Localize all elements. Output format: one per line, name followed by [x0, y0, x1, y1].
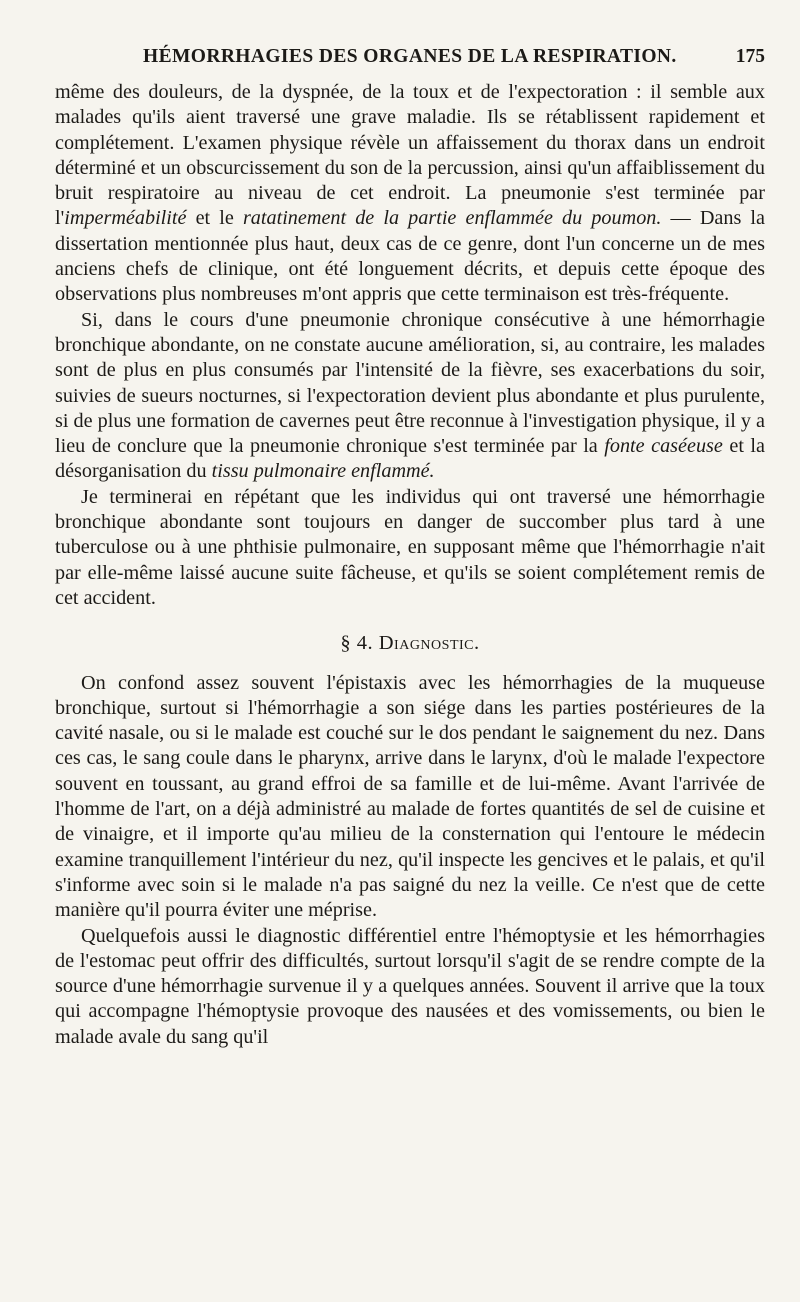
italic-term: tissu pulmonaire enflammé. [211, 460, 435, 483]
paragraph: On confond assez souvent l'épistaxis avec les hémorrhagies de la muqueuse bronchique, surtout si l'hémorrhagie a son siége dans les parties postérieures de la cavité nasale, ou si le malade est couché sur le dos pendant le saignement du nez. Dans ces cas, le sang coule dans le pharynx, arrive dans le larynx, d'où le malade l'expectore souvent en toussant, au grand effroi de sa famille et de lui-même. Avant l'arrivée de l'homme de l'art, on a déjà administré au malade de fortes quantités de sel de cuisine et de vinaigre, et il importe qu'au milieu de la consternation qui l'entoure le médecin examine tranquillement l'intérieur du nez, qu'il inspecte les gencives et le palais, et qu'il s'informe avec soin si le malade n'a pas saigné du nez la veille. Ce n'est que de cette manière qu'il pourra éviter une méprise. [55, 671, 765, 922]
paragraph-text: même des douleurs, de la dyspnée, de la toux et de l'expectoration : il semble aux malades qu'ils aient traversé une grave maladie. Ils se rétablissent rapidement et complétement. L'examen physique révèle un affaissement du thorax dans un endroit déterminé et un obscurcissement du son de la percussion, ainsi qu'un affaiblissement du bruit respiratoire au niveau de cet endroit. La pneumonie s'est terminée par l' [55, 81, 765, 230]
paragraph: Quelquefois aussi le diagnostic différentiel entre l'hémoptysie et les hémorrhagies de l'estomac peut offrir des difficultés, surtout lorsqu'il s'agit de se rendre compte de la source d'une hémorrhagie survenue il y a quelques années. Souvent il arrive que la toux qui accompagne l'hémoptysie provoque des nausées et des vomissements, ou bien le malade avale du sang qu'il [55, 924, 765, 1048]
paragraph-text: Si, dans le cours d'une pneumonie chronique consécutive à une hémorrhagie bronchique abondante, on ne constate aucune amélioration, si, au contraire, les malades sont de plus en plus consumés par l'intensité de la fièvre, ses exacerbations du soir, suivies de sueurs nocturnes, si l'expectoration devient plus abondante et plus purulente, si de plus une formation de cavernes peut être reconnue à l'investigation physique, il y a lieu de conclure que la pneumonie chronique s'est terminée par la [55, 308, 765, 458]
running-header [55, 46, 765, 72]
body-text [55, 80, 765, 1050]
running-title: HÉMORRHAGIES DES ORGANES DE LA RESPIRATION. [143, 46, 677, 67]
section-number: § 4. [340, 632, 374, 655]
italic-term: ratatinement de la partie enflammée du poumon. [242, 207, 662, 230]
section-title: Diagnostic. [378, 632, 480, 655]
paragraph-continuation [55, 80, 765, 308]
paragraph [55, 308, 765, 485]
paragraph-text: — Dans la dissertation mentionnée plus haut, deux cas de ce genre, dont l'un concerne un de mes anciens chefs de clinique, ont été longuement décrits, et depuis cette époque des observations plus nombreuses m'ont appris que cette terminaison est très-fréquente. [55, 207, 765, 306]
page-number: 175 [735, 46, 765, 67]
paragraph-text: et la désorganisation du [55, 435, 765, 483]
paragraph: Je terminerai en répétant que les individus qui ont traversé une hémorrhagie bronchique abondante sont toujours en danger de succomber plus tard à une tuberculose ou à une phthisie pulmonaire, en supposant même que l'hémorrhagie n'ait par elle-même laissé aucune suite fâcheuse, et qu'ils se soient complétement remis de cet accident. [55, 485, 765, 609]
italic-term: fonte caséeuse [604, 435, 723, 458]
italic-term: imperméabilité [64, 207, 187, 230]
section-heading [55, 631, 765, 656]
paragraph-text: et le [186, 207, 243, 230]
